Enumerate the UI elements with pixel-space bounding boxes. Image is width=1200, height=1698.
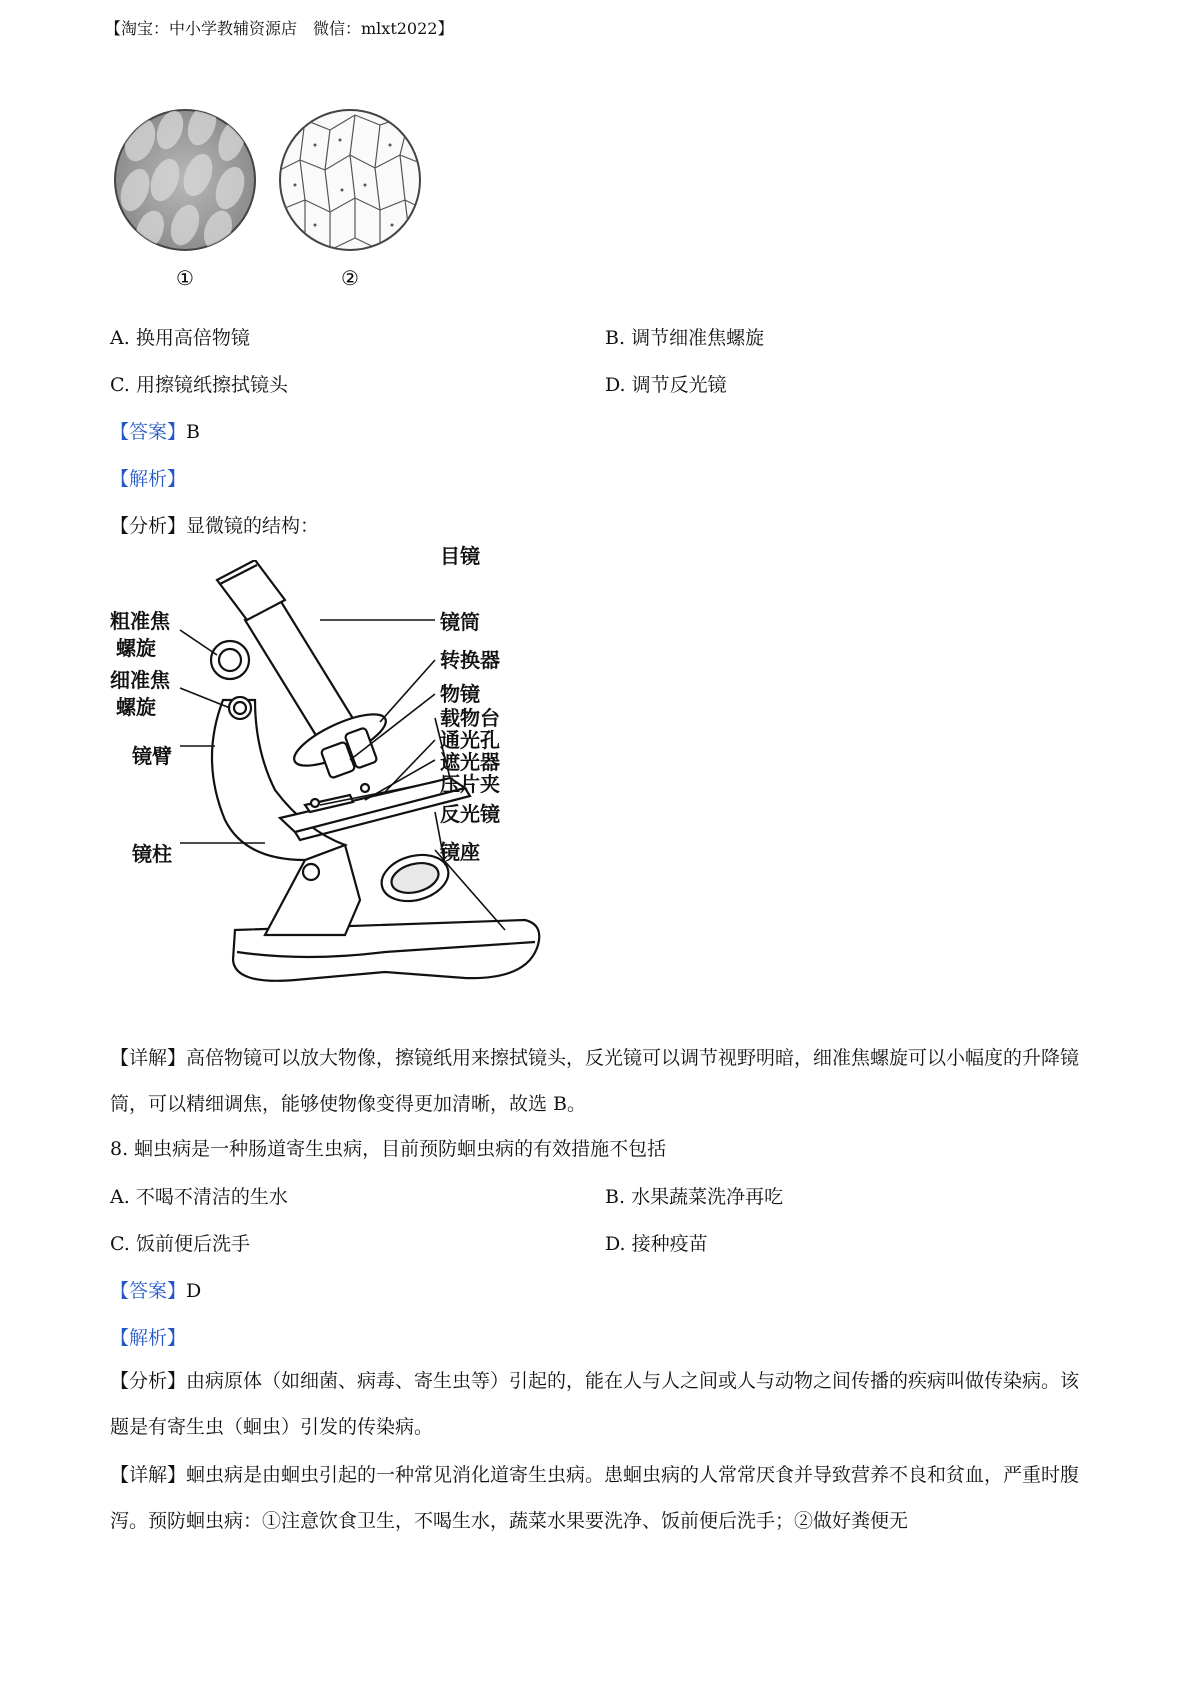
q7-option-d: D. 调节反光镜	[605, 374, 727, 396]
view-label-2: ②	[341, 266, 359, 290]
label-clip: 压片夹	[440, 772, 500, 796]
label-objective: 物镜	[440, 682, 480, 706]
q7-option-c: C. 用擦镜纸擦拭镜头	[110, 374, 288, 396]
blurry-view	[115, 101, 255, 253]
watermark-header: 【淘宝：中小学教辅资源店 微信：mlxt2022】	[105, 19, 454, 38]
label-tube: 镜筒	[440, 610, 480, 634]
q8-option-a: A. 不喝不清洁的生水	[110, 1186, 288, 1208]
q8-option-d: D. 接种疫苗	[605, 1233, 708, 1255]
microscope-view-figure	[110, 100, 450, 300]
q7-analysis-tag: 【解析】	[110, 468, 187, 490]
label-hole: 通光孔	[440, 728, 500, 752]
label-fine-2: 螺旋	[116, 695, 156, 719]
label-fine-1: 细准焦	[110, 668, 170, 692]
q8-detail: 【详解】蛔虫病是由蛔虫引起的一种常见消化道寄生虫病。患蛔虫病的人常常厌食并导致营养不良和贫血，严重时腹泻。预防蛔虫病：①注意饮食卫生，不喝生水，蔬菜水果要洗净、饭前便后洗手；②做好粪便无	[110, 1464, 1080, 1532]
q8-option-b: B. 水果蔬菜洗净再吃	[605, 1186, 784, 1208]
label-arm: 镜臂	[132, 744, 172, 768]
label-pillar: 镜柱	[132, 842, 172, 866]
q7-fenxi: 【分析】显微镜的结构：	[110, 515, 320, 537]
q7-answer: 【答案】B	[110, 421, 200, 443]
label-converter: 转换器	[440, 648, 500, 672]
clear-view	[280, 110, 425, 250]
label-stage: 载物台	[440, 706, 500, 730]
microscope-labels	[110, 540, 580, 1010]
label-coarse-1: 粗准焦	[110, 609, 170, 633]
q8-stem: 8. 蛔虫病是一种肠道寄生虫病，目前预防蛔虫病的有效措施不包括	[110, 1138, 667, 1160]
label-mirror: 反光镜	[440, 802, 500, 826]
label-diaphragm: 遮光器	[440, 750, 500, 774]
label-eyepiece: 目镜	[440, 544, 480, 568]
view-label-1: ①	[176, 266, 194, 290]
label-coarse-2: 螺旋	[116, 636, 156, 660]
q8-analysis-tag: 【解析】	[110, 1327, 187, 1349]
q8-option-c: C. 饭前便后洗手	[110, 1233, 250, 1255]
q8-fenxi: 【分析】由病原体（如细菌、病毒、寄生虫等）引起的，能在人与人之间或人与动物之间传播的疾病叫做传染病。该题是有寄生虫（蛔虫）引发的传染病。	[110, 1370, 1080, 1438]
q8-answer: 【答案】D	[110, 1280, 202, 1302]
q7-option-b: B. 调节细准焦螺旋	[605, 327, 765, 349]
q7-option-a: A. 换用高倍物镜	[110, 327, 250, 349]
q7-detail: 【详解】高倍物镜可以放大物像，擦镜纸用来擦拭镜头，反光镜可以调节视野明暗，细准焦螺旋可以小幅度的升降镜筒，可以精细调焦，能够使物像变得更加清晰，故选 B。	[110, 1047, 1080, 1115]
label-base: 镜座	[440, 840, 480, 864]
